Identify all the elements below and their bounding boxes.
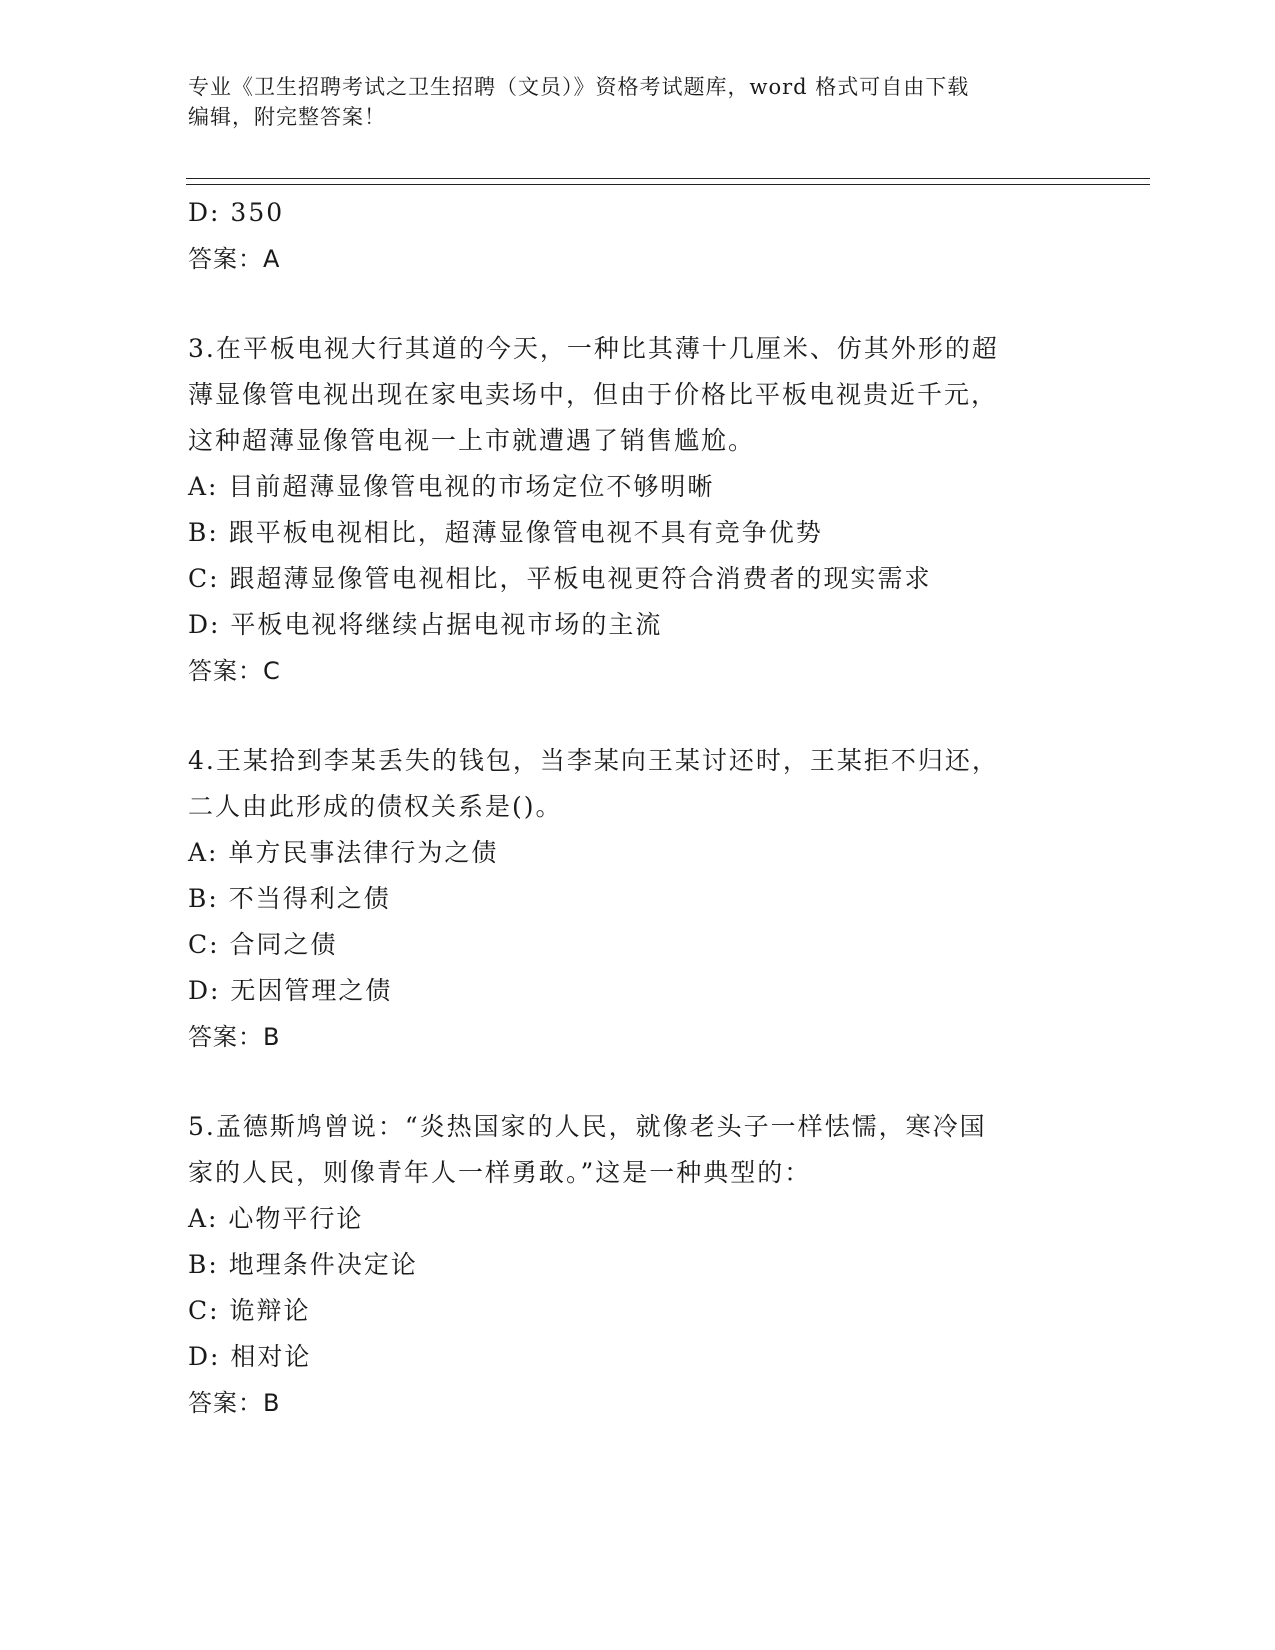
document-header xyxy=(188,72,1088,132)
option-b: B: 地理条件决定论 xyxy=(188,1250,418,1279)
answer-label: 答案：C xyxy=(188,657,281,685)
header-divider-top xyxy=(186,178,1150,179)
question-list xyxy=(188,190,1088,1426)
question-text-line: 4.王某拾到李某丢失的钱包，当李某向王某讨还时，王某拒不归还， xyxy=(188,746,999,775)
question-text-line: 二人由此形成的债权关系是()。 xyxy=(188,792,563,821)
question-text-line: 5.孟德斯鸠曾说：“炎热国家的人民，就像老头子一样怯懦，寒冷国 xyxy=(188,1112,987,1141)
option-d: D: 平板电视将继续占据电视市场的主流 xyxy=(188,610,663,639)
option-d: D: 350 xyxy=(188,198,285,227)
question-block-2 xyxy=(188,190,1088,282)
question-text-line: 3.在平板电视大行其道的今天，一种比其薄十几厘米、仿其外形的超 xyxy=(188,334,999,363)
option-a: A: 单方民事法律行为之债 xyxy=(188,838,499,867)
option-c: C: 合同之债 xyxy=(188,930,338,959)
option-d: D: 相对论 xyxy=(188,1342,312,1371)
answer-label: 答案：B xyxy=(188,1389,281,1417)
header-line-2: 编辑，附完整答案！ xyxy=(188,105,386,129)
option-c: C: 跟超薄显像管电视相比，平板电视更符合消费者的现实需求 xyxy=(188,564,932,593)
question-text-line: 这种超薄显像管电视一上市就遭遇了销售尴尬。 xyxy=(188,426,756,455)
option-a: A: 目前超薄显像管电视的市场定位不够明晰 xyxy=(188,472,715,501)
question-block-4 xyxy=(188,738,1088,1060)
option-c: C: 诡辩论 xyxy=(188,1296,311,1325)
option-b: B: 跟平板电视相比，超薄显像管电视不具有竞争优势 xyxy=(188,518,823,547)
option-b: B: 不当得利之债 xyxy=(188,884,391,913)
option-a: A: 心物平行论 xyxy=(188,1204,364,1233)
answer-label: 答案：A xyxy=(188,245,281,273)
question-text-line: 薄显像管电视出现在家电卖场中，但由于价格比平板电视贵近千元， xyxy=(188,380,999,409)
header-divider-bottom xyxy=(186,184,1150,185)
answer-label: 答案：B xyxy=(188,1023,281,1051)
header-line-1: 专业《卫生招聘考试之卫生招聘（文员）》资格考试题库，word 格式可自由下载 xyxy=(188,75,970,99)
question-block-5 xyxy=(188,1104,1088,1426)
question-text-line: 家的人民，则像青年人一样勇敢。”这是一种典型的： xyxy=(188,1158,812,1187)
question-block-3 xyxy=(188,326,1088,694)
option-d: D: 无因管理之债 xyxy=(188,976,393,1005)
